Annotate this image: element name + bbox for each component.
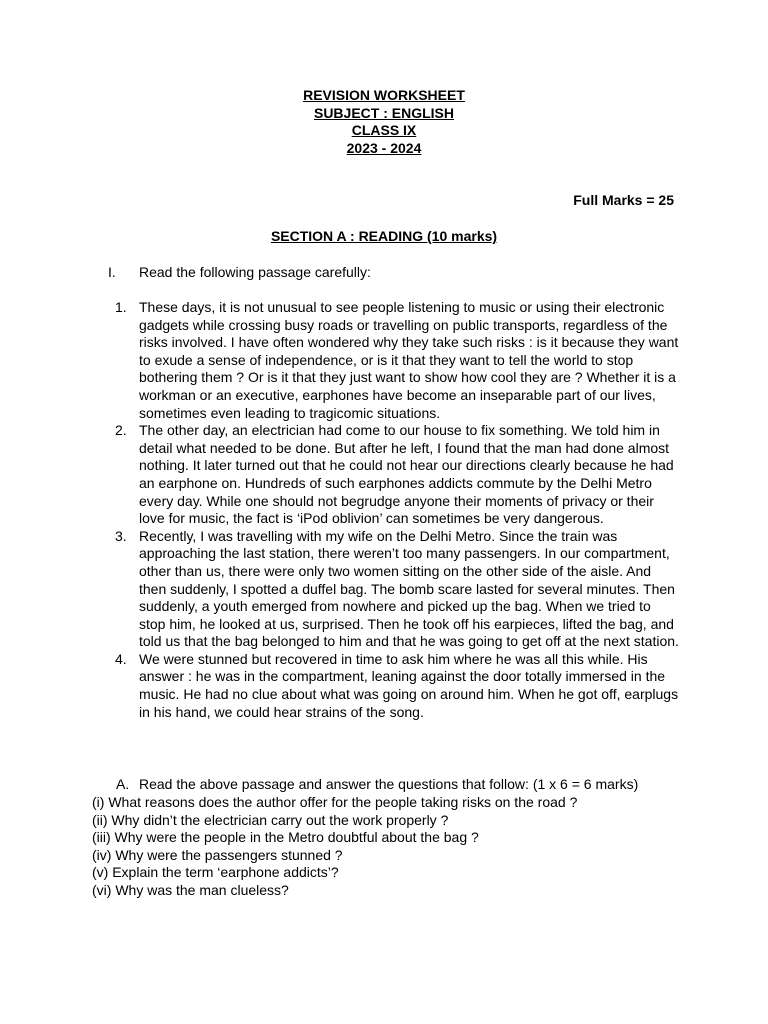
paragraph-text: The other day, an electrician had come to our house to fix something. We told him in detail what needed to be done. But after he left, I found that the man had done almost nothing. It later turned out that he could not hear our directions clearly because he had an earphone on. Hundreds of such earphones addicts commute by the Delhi Metro every day. While one should not begrudge anyone their moments of privacy or their love for music, the fact is ‘iPod oblivion’ can sometimes be very dangerous. [139,422,674,527]
question-item: (iv) Why were the passengers stunned ? [92,846,343,863]
paragraph-text: Recently, I was travelling with my wife on the Delhi Metro. Since the train was approaching the last station, there weren’t too many passengers. In our compartment, other than us, there were only two women sitting on the other side of the aisle. And then suddenly, I spotted a duffel bag. The bomb scare lasted for several minutes. Then suddenly, a youth emerged from nowhere and picked up the bag. When we tried to stop him, he looked at us, surprised. Then he took off his earpieces, lifted the bag, and told us that the bag belonged to him and that he was going to get off at the next station. [139,527,679,650]
question-list [92,794,577,900]
reading-passage [115,299,679,721]
passage-paragraph [115,650,679,721]
question-item: (vi) Why was the man clueless? [92,881,289,898]
worksheet-year: 2023 - 2024 [346,139,422,156]
question-item: (i) What reasons does the author offer for the people taking risks on the road ? [92,794,578,810]
paragraph-number: 4. [115,650,127,667]
section-title: SECTION A : READING (10 marks) [270,228,498,244]
question-letter: A. [116,776,130,792]
question-instruction-text: Read the above passage and answer the questions that follow: (1 x 6 = 6 marks) [139,776,639,792]
paragraph-text: We were stunned but recovered in time to ask him where he was all this while. His answer : he was in the compartment, leaning against the door totally immersed in the music. He had no clue about what was going on around him. When he got off, earplugs in his hand, we could hear strains of the song. [139,650,679,720]
question-item: (ii) Why didn’t the electrician carry out the work properly ? [92,811,449,828]
full-marks: Full Marks = 25 [573,192,674,208]
worksheet-title: REVISION WORKSHEET [303,87,465,103]
passage-paragraph [115,527,679,651]
passage-paragraph [115,422,679,528]
instruction-number: I. [108,264,116,280]
paragraph-number: 3. [115,527,127,544]
instruction-text: Read the following passage carefully: [139,264,371,280]
passage-paragraph [115,299,679,422]
worksheet-header [0,87,768,157]
paragraph-number: 1. [115,299,127,315]
worksheet-subject: SUBJECT : ENGLISH [313,104,454,121]
question-item: (v) Explain the term ‘earphone addicts’? [92,864,339,881]
worksheet-class: CLASS IX [351,122,417,139]
paragraph-number: 2. [115,422,127,439]
paragraph-text: These days, it is not unusual to see people listening to music or using their electronic gadgets while crossing busy roads or travelling on public transports, regardless of the risks involved. I have often wondered why they take such risks : is it because they want to exude a sense of independence, or is it that they want to tell the world to stop bothering them ? Or is it that they just want to show how cool they are ? Whether it is a workman or an executive, earphones have become an inseparable part of our lives, sometimes even leading to tragicomic situations. [139,299,679,421]
question-item: (iii) Why were the people in the Metro doubtful about the bag ? [92,829,479,846]
